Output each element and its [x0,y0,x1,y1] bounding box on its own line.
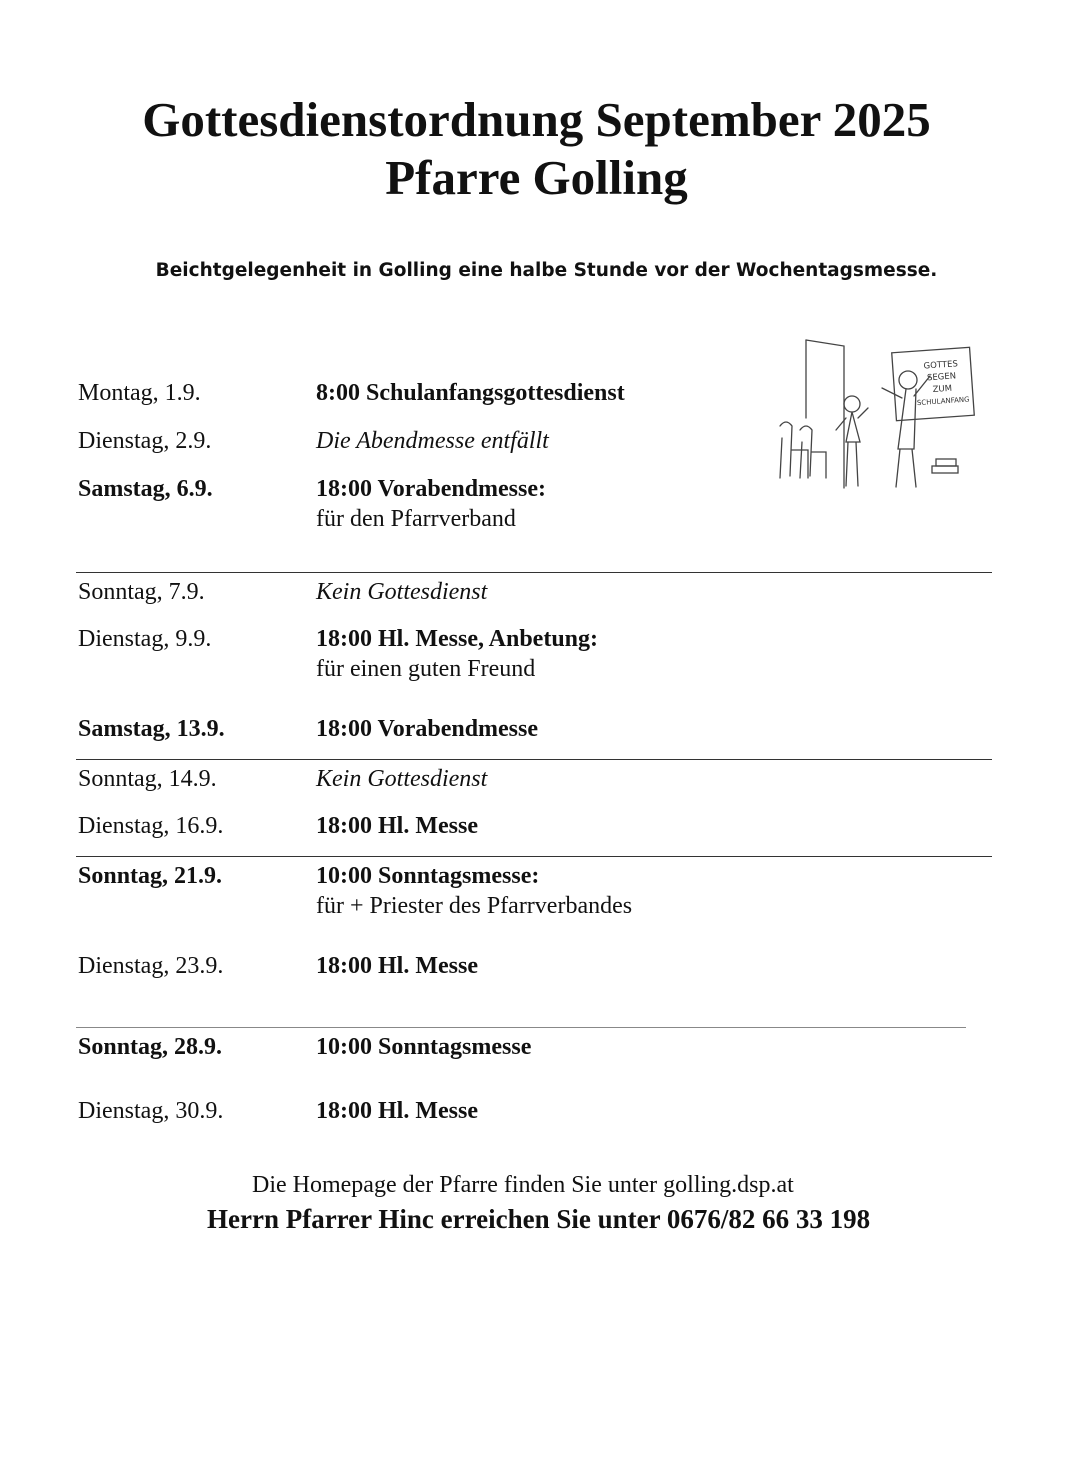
homepage-note: Die Homepage der Pfarre finden Sie unter golling.dsp.at [252,1172,794,1198]
schedule-day: Dienstag, 2.9. [78,428,212,454]
board-text-line: SEGEN [926,371,957,384]
schedule-day: Dienstag, 30.9. [78,1098,224,1124]
schedule-day: Samstag, 6.9. [78,476,213,502]
schedule-service: Die Abendmesse entfällt [316,428,549,454]
confession-note: Beichtgelegenheit in Golling eine halbe Stunde vor der Wochentagsmesse. [155,260,938,281]
divider [76,856,992,857]
divider [76,759,992,760]
page-title: Gottesdienstordnung September 2025 [142,92,931,147]
board-text-line: SCHULANFANG [916,395,970,408]
schedule-day: Dienstag, 23.9. [78,953,224,979]
schedule-service: 10:00 Sonntagsmesse [316,1034,532,1060]
schedule-day: Sonntag, 7.9. [78,579,205,605]
divider [76,572,992,573]
schedule-service: 18:00 Vorabendmesse [316,716,539,742]
schedule-day: Sonntag, 21.9. [78,863,223,889]
schedule-day: Dienstag, 16.9. [78,813,224,839]
page-subtitle: Pfarre Golling [385,150,688,205]
schedule-service: 18:00 Hl. Messe [316,813,478,839]
schedule-day: Dienstag, 9.9. [78,626,212,652]
schedule-day: Sonntag, 28.9. [78,1034,223,1060]
schedule-day: Montag, 1.9. [78,380,201,406]
board-text-line: GOTTES [923,359,959,372]
schedule-service: Kein Gottesdienst [316,579,488,605]
schedule-intention: für + Priester des Pfarrverbandes [316,893,633,919]
schedule-service: 8:00 Schulanfangsgottesdienst [316,380,625,406]
contact-note: Herrn Pfarrer Hinc erreichen Sie unter 0676/82 66 33 198 [207,1204,871,1234]
board-text-line: ZUM [932,383,953,396]
schedule-service: Kein Gottesdienst [316,766,488,792]
schedule-service: 18:00 Hl. Messe [316,953,478,979]
school-start-drawing-icon [770,338,984,498]
schedule-day: Sonntag, 14.9. [78,766,217,792]
schedule-service: 18:00 Hl. Messe [316,1098,478,1124]
schedule-service: 18:00 Vorabendmesse: [316,476,547,502]
schedule-service: 18:00 Hl. Messe, Anbetung: [316,626,598,652]
schedule-service: 10:00 Sonntagsmesse: [316,863,540,889]
schedule-intention: für den Pfarrverband [316,506,516,532]
schedule-day: Samstag, 13.9. [78,716,225,742]
schedule-intention: für einen guten Freund [316,656,536,682]
divider [76,1027,966,1028]
